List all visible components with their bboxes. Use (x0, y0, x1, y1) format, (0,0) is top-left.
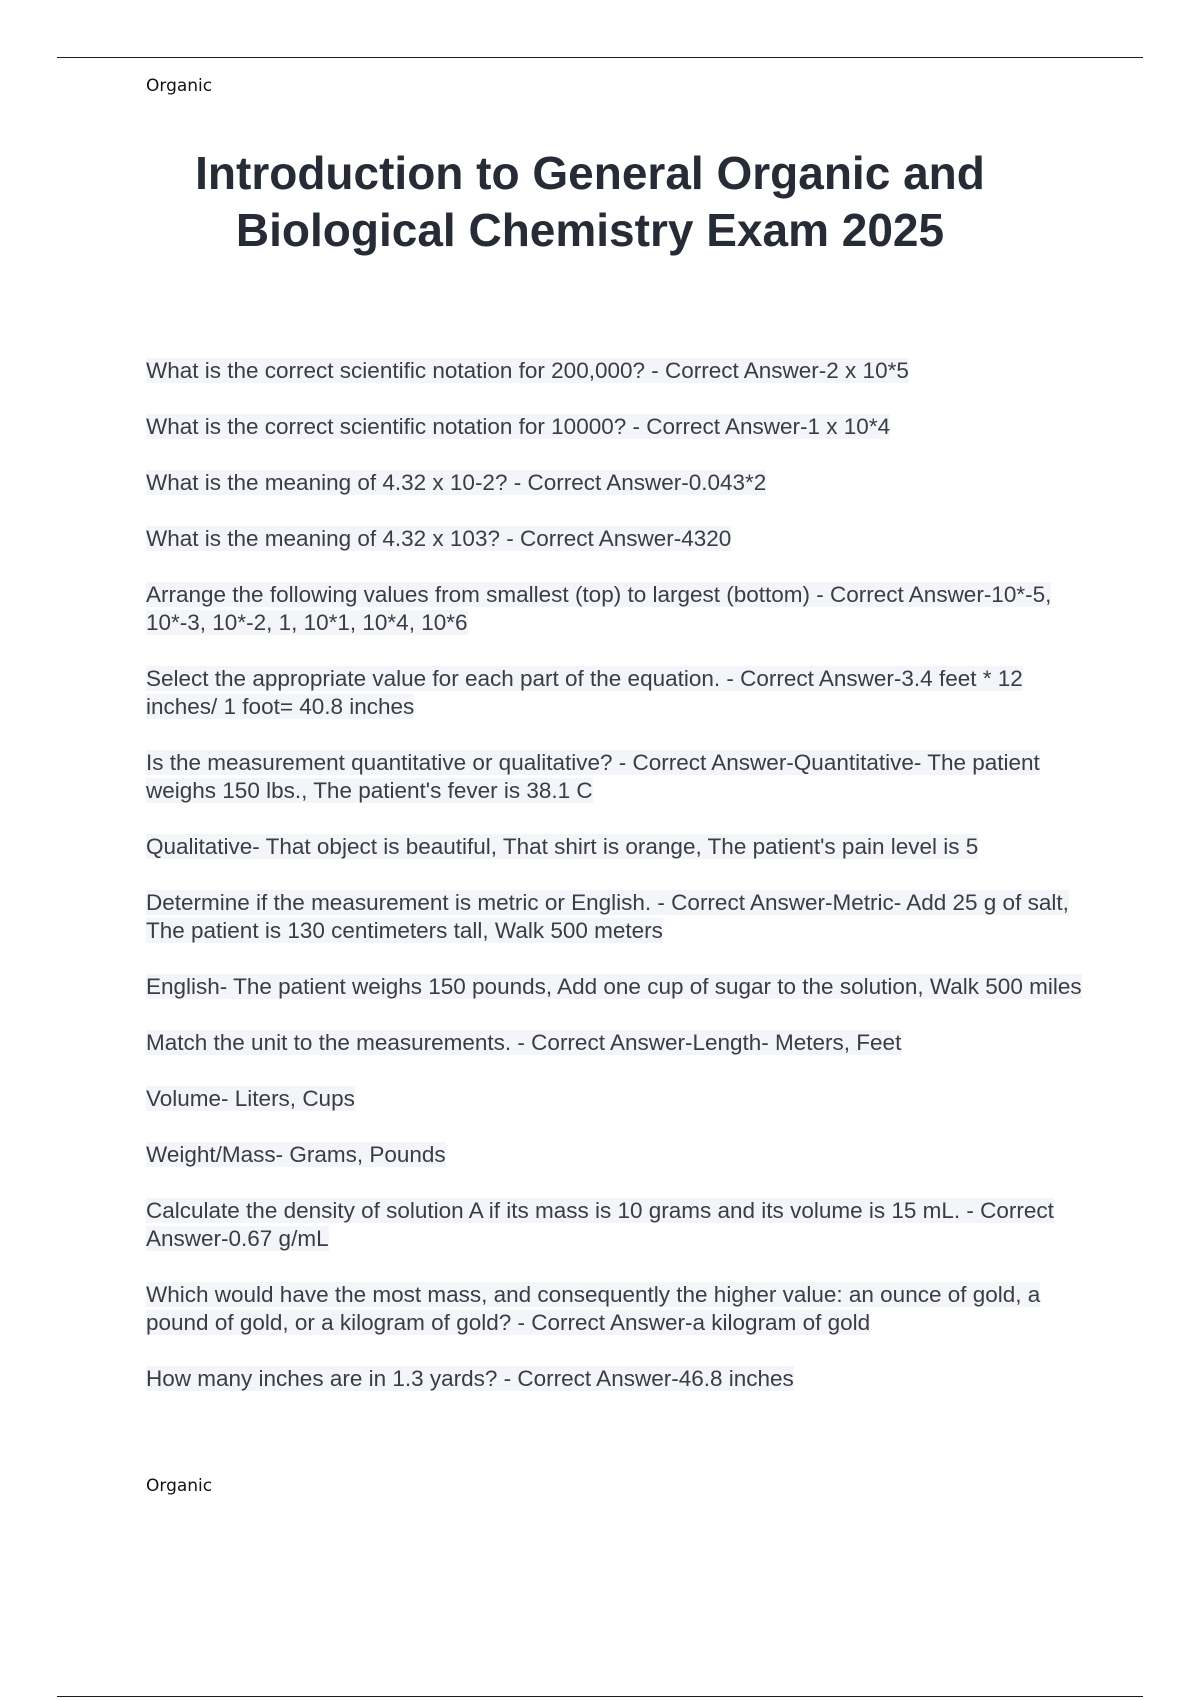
qa-text: Calculate the density of solution A if its mass is 10 grams and its volume is 15 mL. - Correct Answer-0.67 g/mL (146, 1198, 1054, 1251)
page-header-label: Organic (146, 76, 213, 96)
qa-item (146, 1141, 1096, 1169)
qa-text: Is the measurement quantitative or qualitative? - Correct Answer-Quantitative- The patient weighs 150 lbs., The patient's fever is 38.1 C (146, 750, 1040, 803)
qa-text: Match the unit to the measurements. - Correct Answer-Length- Meters, Feet (146, 1030, 902, 1055)
qa-item (146, 1197, 1096, 1253)
qa-text: Select the appropriate value for each part of the equation. - Correct Answer-3.4 feet * 12 inches/ 1 foot= 40.8 inches (146, 666, 1023, 719)
qa-item (146, 581, 1096, 637)
bottom-rule (57, 1696, 1143, 1697)
qa-item (146, 665, 1096, 721)
qa-item (146, 1281, 1096, 1337)
qa-text: Arrange the following values from smallest (top) to largest (bottom) - Correct Answer-10*-5, 10*-3, 10*-2, 1, 10*1, 10*4, 10*6 (146, 582, 1052, 635)
qa-item (146, 1085, 1096, 1113)
qa-text: Which would have the most mass, and consequently the higher value: an ounce of gold, a pound of gold, or a kilogram of gold? - Correct Answer-a kilogram of gold (146, 1282, 1041, 1335)
qa-item (146, 973, 1096, 1001)
qa-text: What is the correct scientific notation for 200,000? - Correct Answer-2 x 10*5 (146, 358, 909, 383)
document-title: Introduction to General Organic and Biological Chemistry Exam 2025 (195, 147, 985, 256)
qa-text: How many inches are in 1.3 yards? - Correct Answer-46.8 inches (146, 1366, 794, 1391)
qa-item (146, 889, 1096, 945)
qa-item (146, 833, 1096, 861)
qa-text: What is the meaning of 4.32 x 103? - Correct Answer-4320 (146, 526, 732, 551)
qa-item (146, 749, 1096, 805)
qa-item (146, 525, 1096, 553)
qa-text: Volume- Liters, Cups (146, 1086, 355, 1111)
qa-item (146, 357, 1096, 385)
top-rule (57, 57, 1143, 58)
qa-item (146, 1029, 1096, 1057)
qa-text: Weight/Mass- Grams, Pounds (146, 1142, 446, 1167)
qa-list (146, 357, 1096, 1421)
qa-text: What is the meaning of 4.32 x 10-2? - Correct Answer-0.043*2 (146, 470, 767, 495)
qa-text: What is the correct scientific notation for 10000? - Correct Answer-1 x 10*4 (146, 414, 891, 439)
page-footer-label: Organic (146, 1476, 213, 1496)
qa-text: Determine if the measurement is metric or English. - Correct Answer-Metric- Add 25 g of salt, The patient is 130 centimeters tall, Walk 500 meters (146, 890, 1069, 943)
qa-text: Qualitative- That object is beautiful, That shirt is orange, The patient's pain level is 5 (146, 834, 979, 859)
qa-item (146, 469, 1096, 497)
qa-item (146, 1365, 1096, 1393)
qa-text: English- The patient weighs 150 pounds, Add one cup of sugar to the solution, Walk 500 miles (146, 974, 1082, 999)
qa-item (146, 413, 1096, 441)
